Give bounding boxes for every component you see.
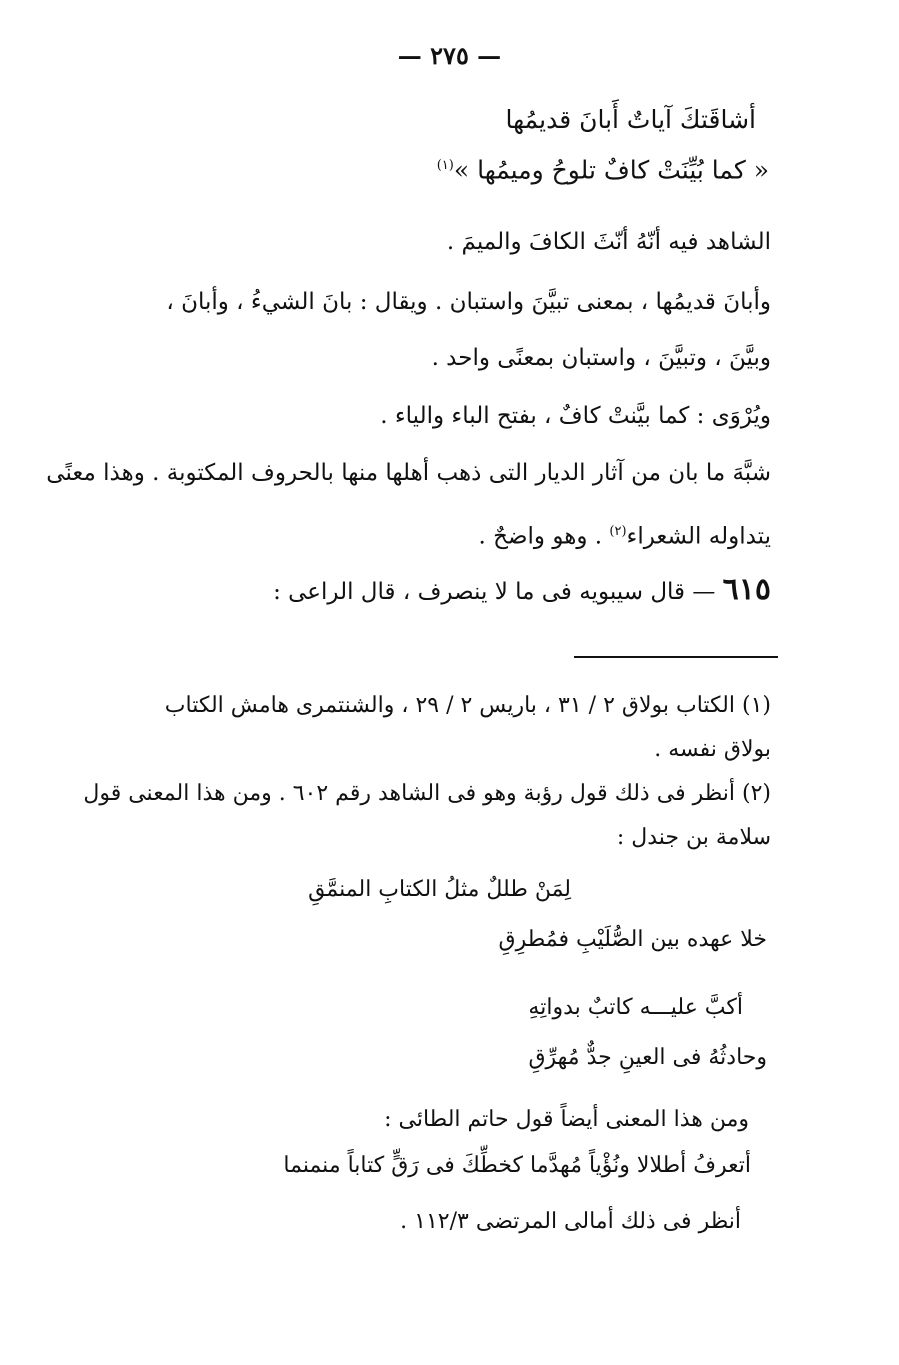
body-line: الشاهد فيه أنّهُ أنّثَ الكافَ والميمَ .: [446, 229, 771, 255]
verse-line-1a: أشاقَتكَ آياتٌ أَبانَ قديمُها: [505, 105, 756, 134]
body-line: وبيَّنَ ، وتبيَّنَ ، واستبان بمعنًى واحد .: [431, 345, 771, 371]
footnote-2-cont: سلامة بن جندل :: [616, 825, 771, 850]
verse-line-1b: [437, 148, 769, 188]
poem-line: خلا عهده بين الصُّلَيْبِ فمُطرِقِ: [498, 927, 767, 952]
body-line: شبَّهَ ما بان من آثار الديار التى ذهب أهلها منها بالحروف المكتوبة . وهذا معنًى: [46, 460, 771, 486]
body-line: وأبانَ قديمُها ، بمعنى تبيَّنَ واستبان . ويقال : بانَ الشيءُ ، وأبانَ ،: [166, 289, 771, 315]
body-line-text: يتداوله الشعراء: [626, 523, 771, 550]
poem-line: وحادثُهُ فى العينِ جدٌّ مُهرِّقِ: [528, 1045, 767, 1070]
footnote-ref-2: (٢): [609, 524, 627, 539]
footnote-2-cont: أنظر فى ذلك أمالى المرتضى ١١٢/٣ .: [400, 1209, 741, 1234]
shahid-number: ٦١٥: [722, 572, 771, 607]
verse-line-1b-text: « كما بُيِّنَتْ كافٌ تلوحُ وميمُها »: [453, 155, 769, 185]
poem-line: لِمَنْ طللٌ مثلُ الكتابِ المنمَّقِ: [308, 877, 571, 902]
body-line-text: . وهو واضحٌ .: [478, 523, 610, 550]
body-line: ويُرْوَى : كما بيَّنتْ كافٌ ، بفتح الباء والياء .: [380, 403, 771, 429]
body-line: [479, 514, 771, 555]
page-number: — ٢٧٥ —: [397, 41, 502, 70]
footnote-divider: [574, 656, 778, 658]
footnote-ref-1: (١): [436, 158, 454, 173]
poem-line: أتعرفُ أطلالا ونُؤْياً مُهدَّما كخطِّكَ فى رَقٍّ كتاباً منمنما: [283, 1153, 751, 1178]
footnote-1: (١) الكتاب بولاق ٢ / ٣١ ، باريس ٢ / ٢٩ ، والشنتمرى هامش الكتاب: [164, 693, 771, 718]
poem-line: أكبَّ عليـــه كاتبٌ بدواتِهِ: [528, 995, 743, 1020]
shahid-heading-text: — قال سيبويه فى ما لا ينصرف ، قال الراعى :: [273, 579, 723, 605]
footnote-2-cont: ومن هذا المعنى أيضاً قول حاتم الطائى :: [384, 1107, 749, 1132]
shahid-heading: [273, 572, 771, 610]
footnote-2: (٢) أنظر فى ذلك قول رؤبة وهو فى الشاهد رقم ٦٠٢ . ومن هذا المعنى قول: [83, 781, 771, 806]
footnote-1-cont: بولاق نفسه .: [654, 737, 771, 762]
